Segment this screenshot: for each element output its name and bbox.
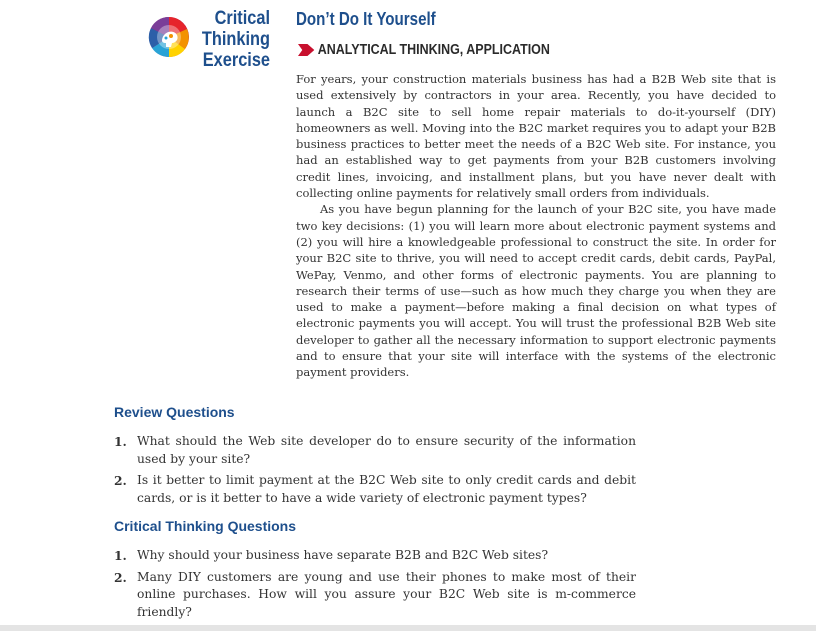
label-line: Exercise: [202, 50, 270, 71]
arrow-right-icon: [298, 44, 314, 56]
question-number: 1.: [114, 548, 127, 563]
exercise-body: [296, 71, 776, 381]
list-item: [114, 569, 636, 622]
label-line: Thinking: [201, 29, 270, 50]
question-number: 2.: [114, 473, 127, 488]
critical-thinking-questions-heading: Critical Thinking Questions: [114, 518, 297, 534]
label-line: Critical: [214, 8, 270, 29]
list-item: [114, 547, 636, 565]
review-questions-list: [114, 433, 636, 511]
exercise-tag: [298, 42, 550, 58]
page-bottom-bar: [0, 625, 816, 631]
critical-thinking-questions-list: [114, 547, 636, 625]
exercise-tag-text: ANALYTICAL THINKING, APPLICATION: [317, 42, 550, 58]
critical-thinking-logo-icon: [148, 16, 190, 58]
question-text: What should the Web site developer do to ensure security of the information used by your site?: [137, 434, 636, 466]
question-text: Many DIY customers are young and use their phones to make most of their online purchases. How will you assure your B2C Web site is m-commerce friendly?: [137, 569, 636, 619]
list-item: [114, 433, 636, 468]
exercise-paragraph: For years, your construction materials business has had a B2B Web site that is used extensively by contractors in your area. Recently, you have decided to launch a B2C site to sell home repair materials to do-it-yourself (DIY) homeowners as well. Moving into the B2C market requires you to adapt your B2B business practices to better meet the needs of a B2C Web site. For instance, you had an established way to get payments from your B2B customers involving credit lines, invoicing, and installment plans, but you have never dealt with collecting online payments for relatively small orders from individuals.: [296, 72, 776, 201]
list-item: [114, 472, 636, 507]
exercise-paragraph: As you have begun planning for the launch of your B2C site, you have made two key decisions: (1) you will learn more about electronic payment systems and (2) you will hire a knowledgeable professional to construct the site. In order for your B2C site to thrive, you will need to accept credit cards, debit cards, PayPal, WePay, Venmo, and other forms of electronic payments. You are planning to research their terms of use—such as how much they charge you when they are used to make a payment—before making a final decision on what types of electronic payments you will accept. You will trust the professional B2B Web site developer to gather all the necessary information to support electronic payments and to ensure that your site will interface with the systems of the electronic payment providers.: [296, 202, 776, 380]
question-text: Why should your business have separate B2B and B2C Web sites?: [137, 548, 549, 562]
review-questions-heading: Review Questions: [114, 404, 235, 420]
critical-thinking-exercise-label: [201, 8, 270, 71]
question-number: 1.: [114, 434, 127, 449]
question-text: Is it better to limit payment at the B2C Web site to only credit cards and debit cards, or is it better to have a wide variety of electronic payment types?: [137, 473, 636, 505]
question-number: 2.: [114, 569, 127, 585]
exercise-title: Don’t Do It Yourself: [296, 9, 436, 29]
